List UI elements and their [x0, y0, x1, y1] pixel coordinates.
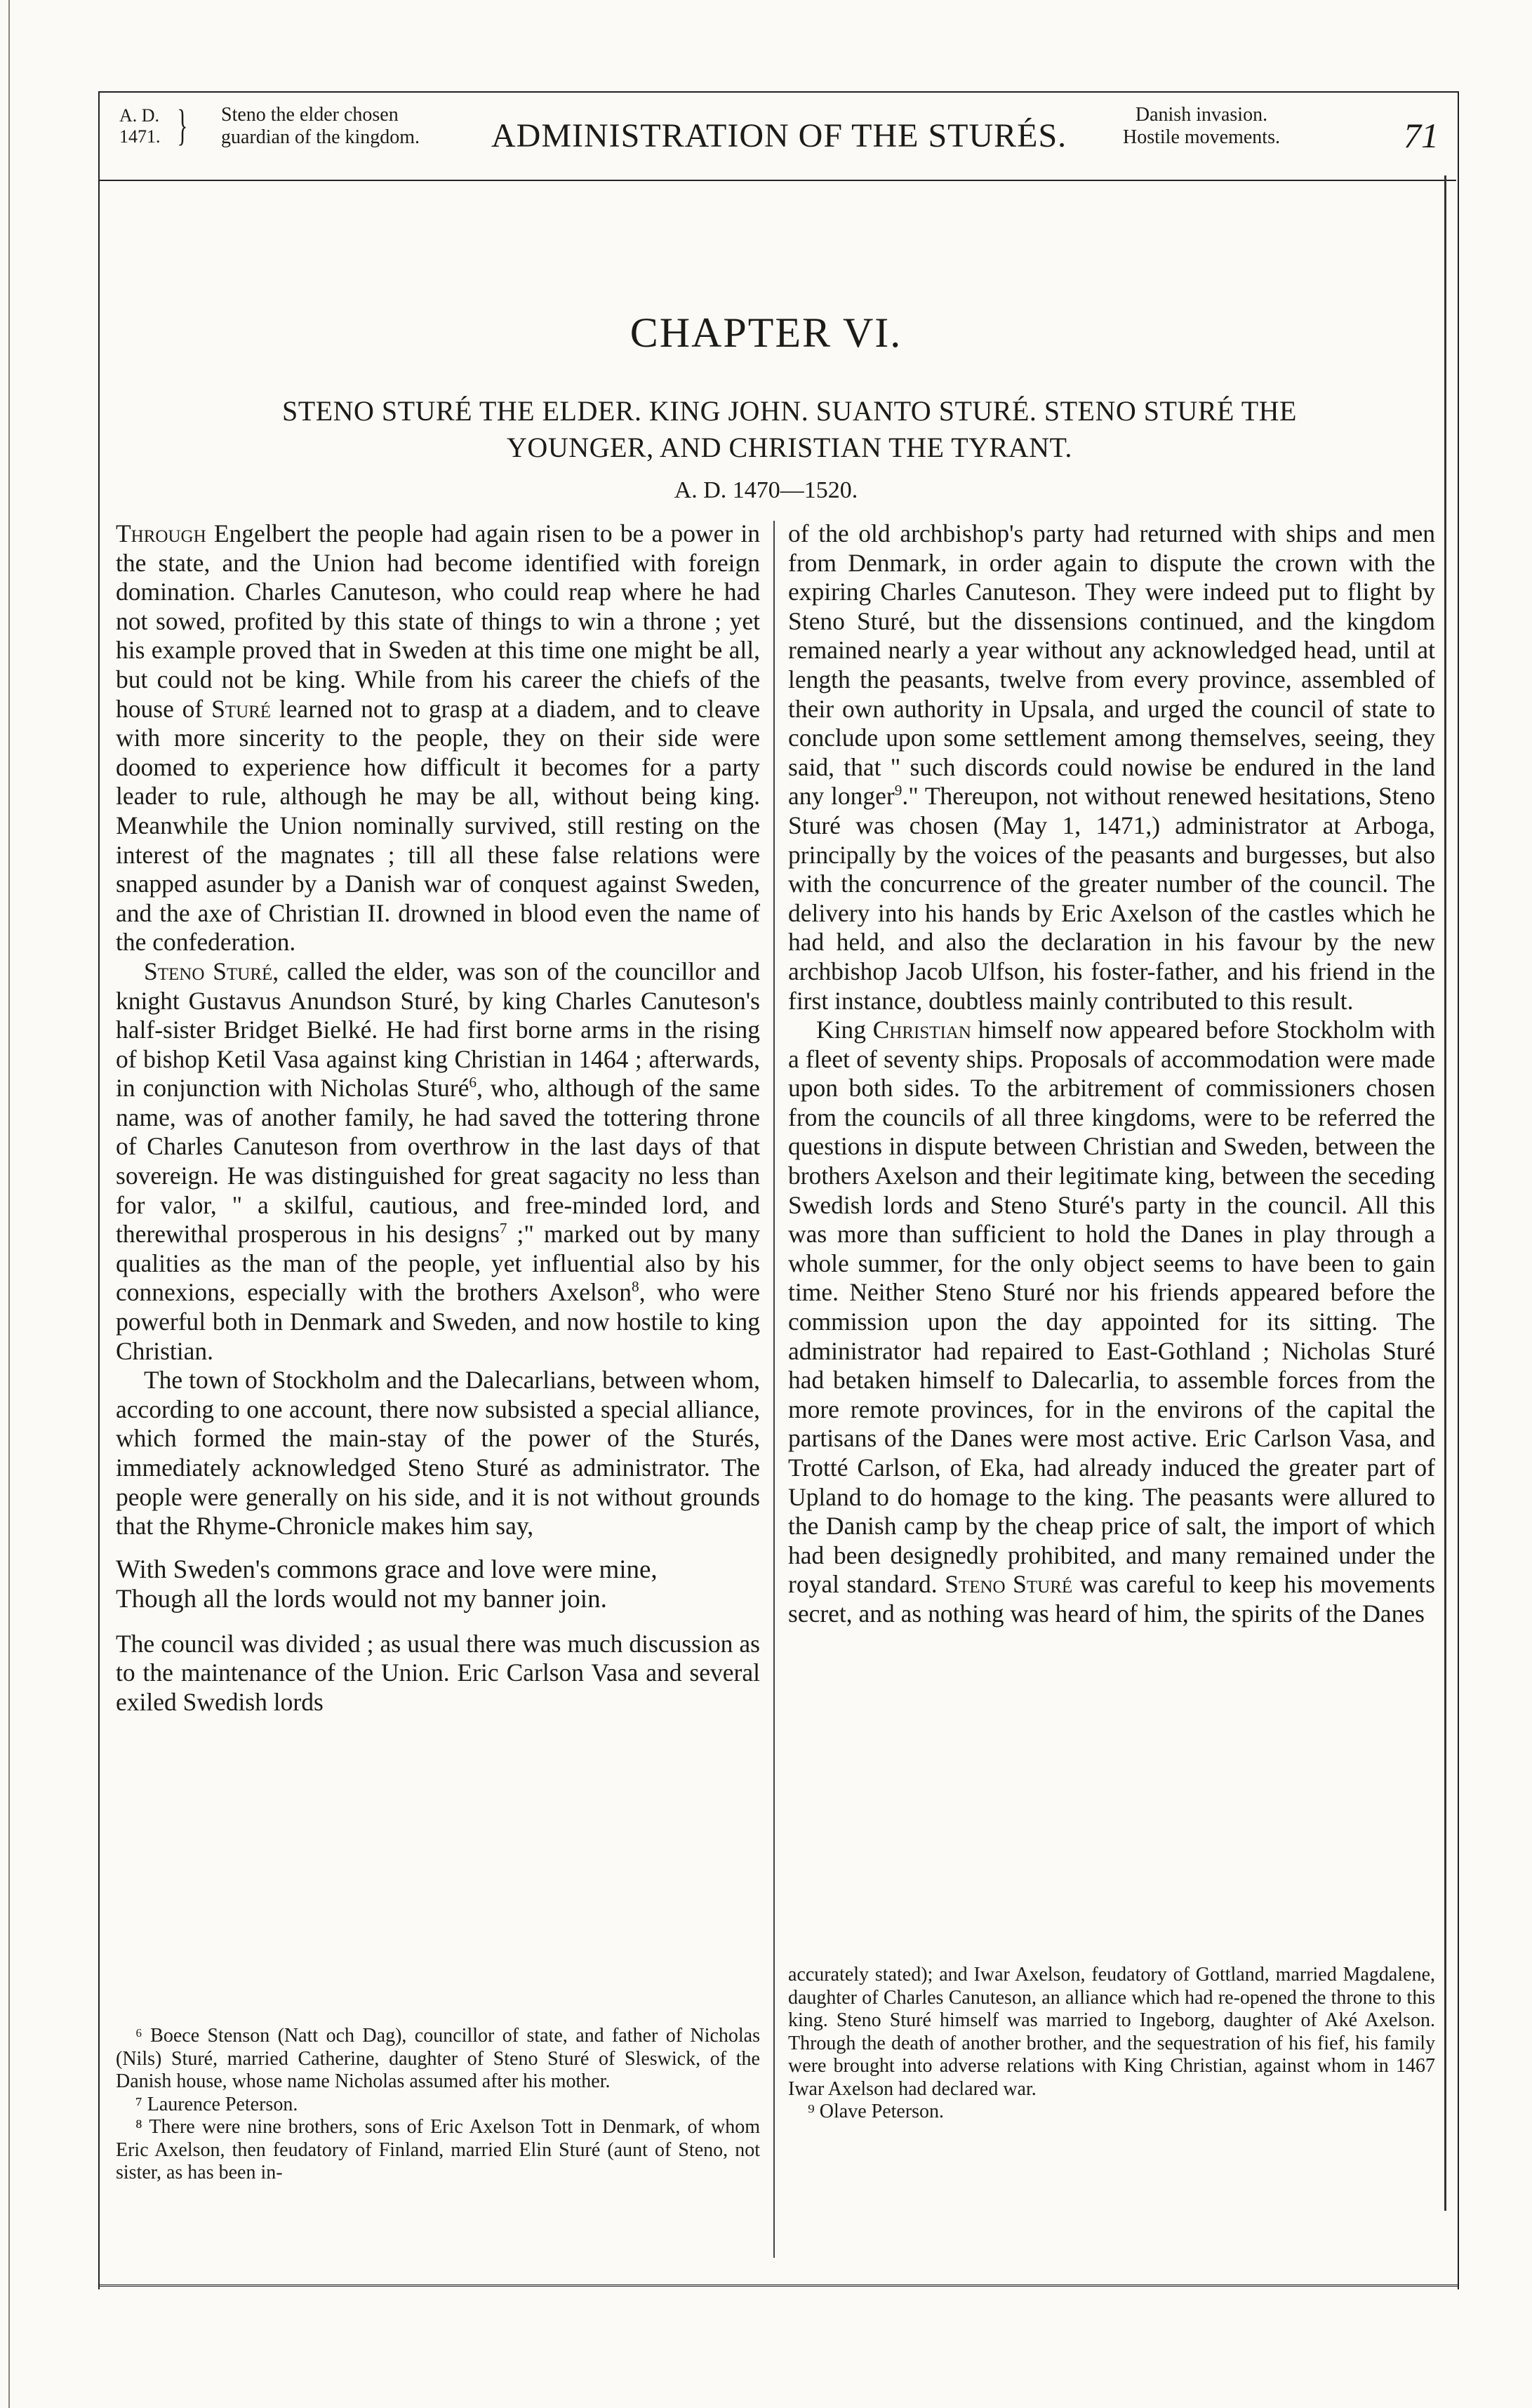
verse-line-1: With Sweden's commons grace and love were mine, — [116, 1555, 658, 1584]
paragraph-4: The council was divided ; as usual there was much discussion as to the maintenance of the Union. Eric Carlson Vasa and several exiled Swedish lords — [116, 1629, 760, 1716]
footnotes-left — [116, 2025, 760, 2185]
brace-icon: } — [177, 102, 188, 149]
christian-smallcaps: Christian — [872, 1016, 971, 1044]
header-right-sidenote — [1123, 104, 1280, 149]
page-number: 71 — [1404, 116, 1439, 155]
page-margin-line — [8, 0, 10, 2408]
drop-lead: Through — [116, 519, 206, 547]
left-column — [116, 519, 760, 1717]
paragraph-2-text-b: , who, although of the same name, was of another family, he had saved the tottering throne of Charles Canuteson from overthrow in the last days of that sovereign. He was distinguished for great sagacity no less than for valor, " a skilful, cautious, and free-minded lord, and therewithal prosperous in his designs — [116, 1074, 760, 1249]
header-left-line1: Steno the elder chosen — [221, 104, 399, 126]
header-right-line1: Danish invasion. — [1135, 104, 1268, 126]
paragraph-6-text-b: was careful to keep his movements secret, and as nothing was heard of him, the spirits of the Danes — [788, 1570, 1435, 1628]
paragraph-5 — [788, 519, 1435, 1016]
verse-quote — [116, 1555, 760, 1614]
paragraph-5-text-b: ." Thereupon, not without renewed hesitations, Steno Sturé was chosen (May 1, 1471,) administrator at Arboga, principally by the voices of the peasants and burgesses, but also with the concurrence of the greater number of the council. The delivery into his hands by Eric Axelson of the castles which he had held, and also the declaration in his favour by the new archbishop Jacob Ulfson, his foster-father, and his friend in the first instance, doubtless mainly contributed to this result. — [788, 782, 1435, 1015]
footnote-ref-9[interactable]: 9 — [894, 782, 902, 799]
chapter-subtitle — [137, 393, 1442, 466]
footnote-6: ⁶ Boece Stenson (Natt och Dag), councillor of state, and father of Nicholas (Nils) Sturé, married Catherine, daughter of Steno Sturé of Sleswick, of the Danish house, whose name Nicholas assumed after his mother. — [116, 2025, 760, 2092]
king-word: King — [816, 1016, 873, 1044]
header-date — [119, 105, 161, 147]
footnote-8-continued: accurately stated); and Iwar Axelson, feudatory of Gottland, married Magdalene, daughter of Charles Canuteson, an alliance which had re-opened the throne to this king. Steno Sturé himself was married to Ingeborg, daughter of Aké Axelson. Through the death of another brother, and the sequestration of his fief, his family were brought into adverse relations with King Christian, against whom in 1467 Iwar Axelson had declared war. — [788, 1964, 1435, 2100]
footnote-7: ⁷ Laurence Peterson. — [135, 2093, 298, 2115]
chapter-heading: CHAPTER VI. — [630, 310, 902, 356]
paragraph-6 — [788, 1016, 1435, 1628]
running-header — [98, 91, 1456, 181]
sture-smallcaps: Sturé — [211, 694, 272, 723]
footnotes-right — [788, 1964, 1435, 2124]
paragraph-2 — [116, 957, 760, 1366]
paragraph-1-text: Engelbert the people had again risen to be a power in the state, and the Union had become identified with foreign domination. Charles Canuteson, who could reap where he had not sowed, profited by this state of things to win a throne ; yet his example proved that in Sweden at this time one might be all, but could not be king. While from his career the chiefs of the house of — [116, 519, 760, 723]
date-range: A. D. 1470—1520. — [674, 477, 858, 503]
header-right-line2: Hostile movements. — [1123, 126, 1280, 148]
paragraph-6-text-a: himself now appeared before Stockholm with a fleet of seventy ships. Proposals of accommodation were made upon both sides. To the arbitrement of commissioners chosen from the councils of all three kingdoms, were to be referred the questions in dispute between Christian and Sweden, between the brothers Axelson and their legitimate king, between the seceding Swedish lords and Steno Sturé's party in the council. All this was more than sufficient to hold the Danes in play through a whole summer, for the only object seems to have been to gain time. Neither Steno Sturé nor his friends appeared before the commission upon the day appointed for its sitting. The administrator had repaired to East-Gothland ; Nicholas Sturé had betaken himself to Dalecarlia, to assemble forces from the more remote provinces, for in the environs of the capital the partisans of the Danes were most active. Eric Carlson Vasa, and Trotté Carlson, of Eka, had already induced the greater part of Upland to do homage to the king. The peasants were allured to the Danish camp by the cheap price of salt, the import of which had been designedly prohibited, and many remained under the royal standard. — [788, 1016, 1436, 1599]
footnote-ref-7[interactable]: 7 — [499, 1220, 507, 1237]
header-ad: A. D. — [119, 105, 160, 126]
header-left-line2: guardian of the kingdom. — [221, 126, 420, 148]
footnote-ref-6[interactable]: 6 — [469, 1074, 477, 1091]
paragraph-5-text-a: of the old archbishop's party had returned with ships and men from Denmark, in order again to dispute the crown with the expiring Charles Canuteson. They were indeed put to flight by Steno Sturé, but the dissensions continued, and the kingdom remained nearly a year without any acknowledged head, until at length the peasants, twelve from every province, assembled of their own authority in Upsala, and urged the council of state to conclude upon some settlement among themselves, seeing, they said, that " such discords could nowise be endured in the land any longer — [788, 519, 1435, 811]
subtitle-line-1: STENO STURÉ THE ELDER. KING JOHN. SUANTO STURÉ. STENO STURÉ THE — [282, 395, 1297, 427]
footer-rule — [98, 2284, 1459, 2287]
footnote-ref-8[interactable]: 8 — [632, 1278, 639, 1296]
header-title: ADMINISTRATION OF THE STURÉS. — [491, 117, 1067, 154]
paragraph-2-text-a: , called the elder, was son of the councillor and knight Gustavus Anundson Sturé, by king Charles Canuteson's half-sister Bridget Bielké. He had first borne arms in the rising of bishop Ketil Vasa against king Christian in 1464 ; afterwards, in conjunction with Nicholas Sturé — [116, 957, 760, 1103]
paragraph-1-rest: learned not to grasp at a diadem, and to cleave with more sincerity to the people, they on their side were doomed to experience how difficult it becomes for a party leader to rule, although he may be all, without being king. Meanwhile the Union nominally survived, still resting on the interest of the magnates ; till all these false relations were snapped asunder by a Danish war of conquest against Sweden, and the axe of Christian II. drowned in blood even the name of the confederation. — [116, 694, 760, 957]
column-divider — [773, 521, 775, 2258]
paragraph-2-text-d: , who were powerful both in Denmark and Sweden, and now hostile to king Christian. — [116, 1278, 761, 1365]
paragraph-3: The town of Stockholm and the Dalecarlians, between whom, according to one account, there now subsisted a special alliance, which formed the main-stay of the power of the Sturés, immediately acknowledged Steno Sturé as administrator. The people were generally on his side, and it is not without grounds that the Rhyme-Chronicle makes him say, — [116, 1366, 760, 1541]
header-year: 1471. — [119, 126, 161, 147]
header-left-sidenote — [221, 104, 420, 149]
steno-sture-smallcaps: Steno Sturé — [945, 1570, 1073, 1599]
verse-line-2: Though all the lords would not my banner join. — [116, 1584, 607, 1614]
right-column — [788, 519, 1435, 1629]
footnote-9: ⁹ Olave Peterson. — [808, 2101, 945, 2122]
paragraph-2-lead: Steno Sturé — [144, 957, 273, 985]
subtitle-line-2: YOUNGER, AND CHRISTIAN THE TYRANT. — [507, 432, 1072, 463]
paragraph-1 — [116, 519, 760, 957]
paragraph-2-text-c: ;" marked out by many qualities as the man of the people, yet influential also by his connexions, especially with the brothers Axelson — [116, 1220, 760, 1307]
footnote-8: ⁸ There were nine brothers, sons of Eric Axelson Tott in Denmark, of whom Eric Axelson, then feudatory of Finland, married Elin Sturé (aunt of Steno, not sister, as has been in- — [116, 2116, 760, 2183]
